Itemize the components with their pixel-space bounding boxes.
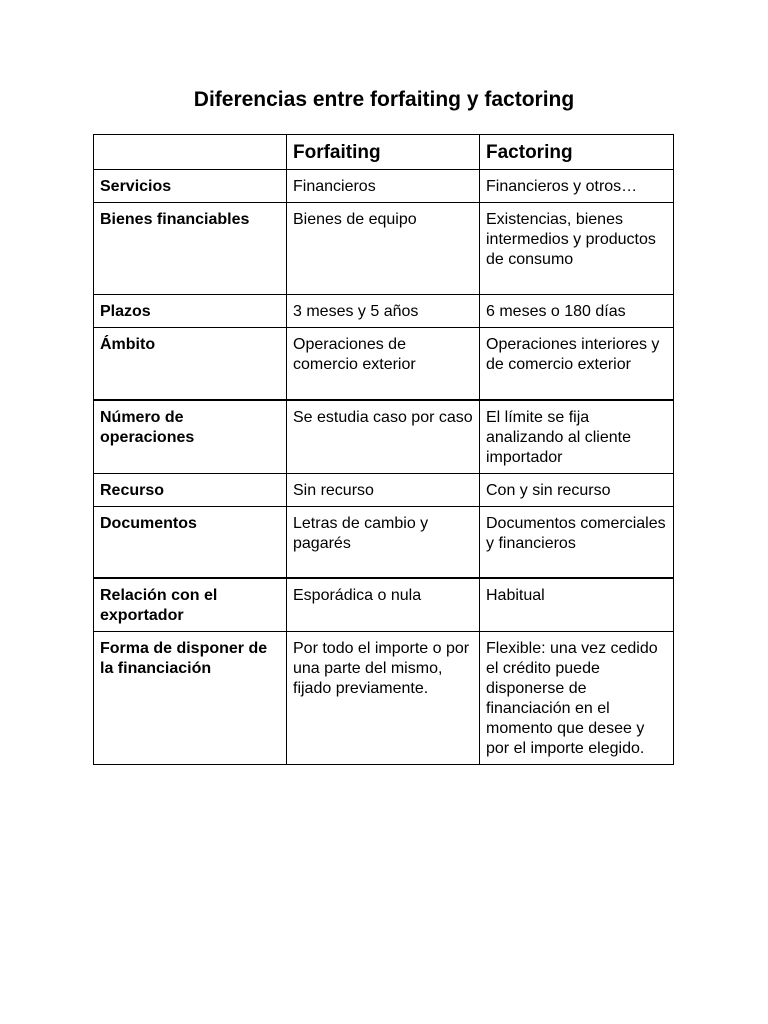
table-row xyxy=(94,506,674,578)
factoring-cell: Operaciones interiores y de comercio exterior xyxy=(480,328,674,400)
row-label: Número de operaciones xyxy=(94,400,287,474)
row-label: Servicios xyxy=(94,170,287,203)
forfaiting-cell: Por todo el importe o por una parte del mismo, fijado previamente. xyxy=(287,632,480,765)
header-factoring: Factoring xyxy=(480,135,674,170)
table-row xyxy=(94,400,674,474)
row-label: Relación con el exportador xyxy=(94,578,287,632)
comparison-table xyxy=(93,134,674,765)
factoring-cell: Habitual xyxy=(480,578,674,632)
forfaiting-cell: Se estudia caso por caso xyxy=(287,400,480,474)
row-label: Bienes financiables xyxy=(94,203,287,295)
factoring-cell: 6 meses o 180 días xyxy=(480,295,674,328)
forfaiting-cell: Bienes de equipo xyxy=(287,203,480,295)
table-row xyxy=(94,473,674,506)
factoring-cell: Financieros y otros… xyxy=(480,170,674,203)
factoring-cell: Con y sin recurso xyxy=(480,473,674,506)
forfaiting-cell: Letras de cambio y pagarés xyxy=(287,506,480,578)
table-row xyxy=(94,203,674,295)
table-row xyxy=(94,295,674,328)
table-row xyxy=(94,578,674,632)
page-title: Diferencias entre forfaiting y factoring xyxy=(193,88,575,111)
forfaiting-cell: Operaciones de comercio exterior xyxy=(287,328,480,400)
table-header-row xyxy=(94,135,674,170)
forfaiting-cell: Financieros xyxy=(287,170,480,203)
forfaiting-cell: Esporádica o nula xyxy=(287,578,480,632)
row-label: Forma de disponer de la financiación xyxy=(94,632,287,765)
table-row xyxy=(94,328,674,400)
factoring-cell: Documentos comerciales y financieros xyxy=(480,506,674,578)
factoring-cell: Flexible: una vez cedido el crédito puede disponerse de financiación en el momento que desee y por el importe elegido. xyxy=(480,632,674,765)
row-label: Ámbito xyxy=(94,328,287,400)
header-forfaiting: Forfaiting xyxy=(287,135,480,170)
table-row xyxy=(94,170,674,203)
factoring-cell: Existencias, bienes intermedios y productos de consumo xyxy=(480,203,674,295)
row-label: Recurso xyxy=(94,473,287,506)
factoring-cell: El límite se fija analizando al cliente importador xyxy=(480,400,674,474)
row-label: Documentos xyxy=(94,506,287,578)
header-empty-cell xyxy=(94,135,287,170)
table-row xyxy=(94,632,674,765)
forfaiting-cell: Sin recurso xyxy=(287,473,480,506)
forfaiting-cell: 3 meses y 5 años xyxy=(287,295,480,328)
row-label: Plazos xyxy=(94,295,287,328)
